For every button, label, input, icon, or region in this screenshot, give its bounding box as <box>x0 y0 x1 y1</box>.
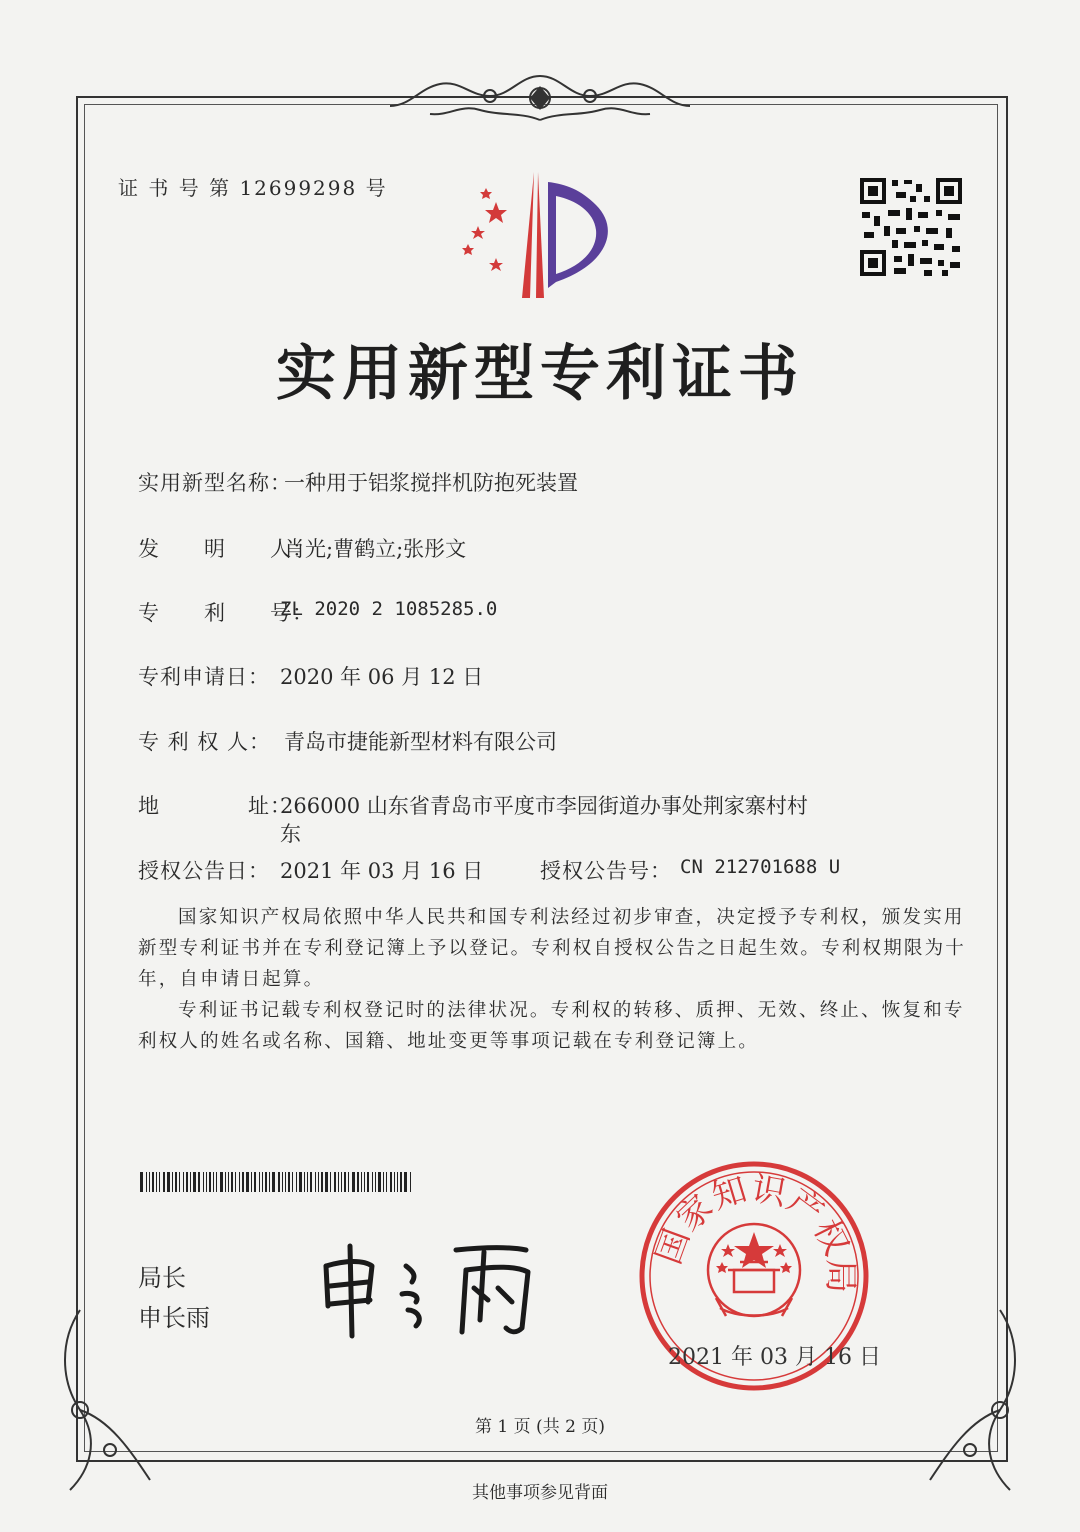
barcode-bar <box>146 1172 147 1192</box>
barcode-bar <box>190 1172 191 1192</box>
barcode-bar <box>228 1172 229 1192</box>
barcode-bar <box>262 1172 263 1192</box>
barcode-bar <box>292 1172 293 1192</box>
barcode-bar <box>378 1172 381 1192</box>
barcode-bar <box>172 1172 173 1192</box>
barcode-bar <box>341 1172 342 1192</box>
barcode-bar <box>315 1172 316 1192</box>
inventor-label: 发 明 人： <box>138 537 314 561</box>
paragraph-2-line-2: 利权人的姓名或名称、国籍、地址变更等事项记载在专利登记簿上。 <box>138 1031 760 1052</box>
handwritten-signature <box>316 1236 556 1346</box>
barcode-bar <box>193 1172 196 1192</box>
seal-date: 2021 年 03 月 16 日 <box>668 1345 881 1370</box>
top-ornament <box>380 66 700 126</box>
barcode-bar <box>269 1172 270 1192</box>
patentee-value: 青岛市捷能新型材料有限公司 <box>284 730 557 754</box>
barcode-bar <box>272 1172 275 1192</box>
barcode-bar <box>209 1172 211 1192</box>
barcode <box>140 1172 412 1192</box>
barcode-bar <box>404 1172 407 1192</box>
barcode-bar <box>220 1172 223 1192</box>
barcode-bar <box>367 1172 369 1192</box>
paragraph-1-line-3: 年，自申请日起算。 <box>138 969 325 990</box>
barcode-bar <box>149 1172 150 1192</box>
seal-character: 识 <box>748 1168 790 1214</box>
barcode-bar <box>372 1172 373 1192</box>
barcode-bar <box>296 1172 297 1192</box>
barcode-bar <box>140 1172 143 1192</box>
barcode-bar <box>410 1172 411 1192</box>
barcode-bar <box>213 1172 214 1192</box>
barcode-bar <box>282 1172 283 1192</box>
barcode-bar <box>231 1172 233 1192</box>
paragraph-1-line-1: 国家知识产权局依照中华人民共和国专利法经过初步审查，决定授予专利权，颁发实用 <box>178 907 965 928</box>
barcode-bar <box>318 1172 319 1192</box>
seal-character: 国 <box>648 1223 698 1270</box>
barcode-bar <box>394 1172 395 1192</box>
utility-model-name-label: 实用新型名称： <box>138 471 292 495</box>
barcode-bar <box>175 1172 177 1192</box>
qr-code <box>858 176 964 278</box>
application-date-value: 2020 年 06 月 12 日 <box>280 665 484 689</box>
barcode-bar <box>239 1172 240 1192</box>
address-value-line1: 266000 山东省青岛市平度市李园街道办事处荆家寨村村 <box>280 794 808 818</box>
page-number: 第 1 页 (共 2 页) <box>475 1417 605 1437</box>
seal-character: 知 <box>707 1169 752 1218</box>
barcode-bar <box>390 1172 392 1192</box>
certificate-number-value: 12699298 <box>239 176 358 200</box>
grant-date-value: 2021 年 03 月 16 日 <box>280 859 484 883</box>
patent-number-label: 专 利 号： <box>138 601 314 625</box>
barcode-bar <box>288 1172 290 1192</box>
barcode-bar <box>307 1172 308 1192</box>
barcode-bar <box>259 1172 260 1192</box>
application-date-label: 专利申请日： <box>138 665 270 689</box>
barcode-bar <box>186 1172 188 1192</box>
barcode-bar <box>330 1172 331 1192</box>
patentee-label: 专 利 权 人： <box>138 730 272 754</box>
grant-date-label: 授权公告日： <box>138 859 270 883</box>
barcode-bar <box>163 1172 165 1192</box>
barcode-bar <box>159 1172 160 1192</box>
certificate-number-suffix: 号 <box>365 176 388 200</box>
barcode-bar <box>321 1172 323 1192</box>
barcode-bar <box>156 1172 157 1192</box>
barcode-bar <box>375 1172 376 1192</box>
barcode-bar <box>225 1172 226 1192</box>
barcode-bar <box>400 1172 402 1192</box>
barcode-bar <box>299 1172 302 1192</box>
address-value-line2: 东 <box>280 822 301 846</box>
barcode-bar <box>254 1172 256 1192</box>
barcode-bar <box>334 1172 336 1192</box>
bottom-right-ornament <box>910 1300 1030 1500</box>
barcode-bar <box>383 1172 384 1192</box>
barcode-bar <box>251 1172 252 1192</box>
paragraph-1-line-2: 新型专利证书并在专利登记簿上予以登记。专利权自授权公告之日起生效。专利权期限为十 <box>138 938 967 959</box>
address-label: 地 址： <box>138 794 292 818</box>
barcode-bar <box>179 1172 180 1192</box>
seal-character: 产 <box>779 1180 831 1234</box>
utility-model-name-value: 一种用于铝浆搅拌机防抱死装置 <box>284 471 578 495</box>
barcode-bar <box>265 1172 267 1192</box>
grant-number-value: CN 212701688 U <box>680 856 841 878</box>
barcode-bar <box>361 1172 362 1192</box>
barcode-bar <box>352 1172 355 1192</box>
barcode-bar <box>242 1172 244 1192</box>
barcode-bar <box>325 1172 328 1192</box>
barcode-bar <box>183 1172 184 1192</box>
grant-number-label: 授权公告号： <box>540 859 672 883</box>
barcode-bar <box>206 1172 207 1192</box>
footer-note: 其他事项参见背面 <box>472 1483 608 1503</box>
barcode-bar <box>152 1172 154 1192</box>
barcode-bar <box>338 1172 339 1192</box>
seal-character: 局 <box>820 1259 860 1293</box>
barcode-bar <box>397 1172 398 1192</box>
barcode-bar <box>235 1172 236 1192</box>
patent-number-value: ZL 2020 2 1085285.0 <box>280 598 498 620</box>
paragraph-2-line-1: 专利证书记载专利权登记时的法律状况。专利权的转移、质押、无效、终止、恢复和专 <box>178 1000 965 1021</box>
patent-office-logo <box>456 170 626 300</box>
signatory-name: 申长雨 <box>138 1304 210 1332</box>
barcode-bar <box>203 1172 204 1192</box>
barcode-bar <box>198 1172 200 1192</box>
barcode-bar <box>386 1172 387 1192</box>
inventor-value: 肖光;曹鹤立;张彤文 <box>284 537 467 561</box>
barcode-bar <box>246 1172 249 1192</box>
barcode-bar <box>278 1172 280 1192</box>
barcode-bar <box>348 1172 349 1192</box>
certificate-number <box>118 172 388 201</box>
barcode-bar <box>344 1172 346 1192</box>
barcode-bar <box>285 1172 286 1192</box>
certificate-number-label: 证 书 号 第 <box>118 176 232 200</box>
certificate-title: 实用新型专利证书 <box>276 339 804 409</box>
seal-character: 权 <box>805 1213 857 1262</box>
signatory-position: 局长 <box>138 1264 186 1292</box>
barcode-bar <box>216 1172 217 1192</box>
barcode-bar <box>364 1172 365 1192</box>
barcode-bar <box>167 1172 170 1192</box>
barcode-bar <box>304 1172 305 1192</box>
barcode-bar <box>357 1172 359 1192</box>
seal-character: 家 <box>668 1187 722 1240</box>
barcode-bar <box>310 1172 312 1192</box>
